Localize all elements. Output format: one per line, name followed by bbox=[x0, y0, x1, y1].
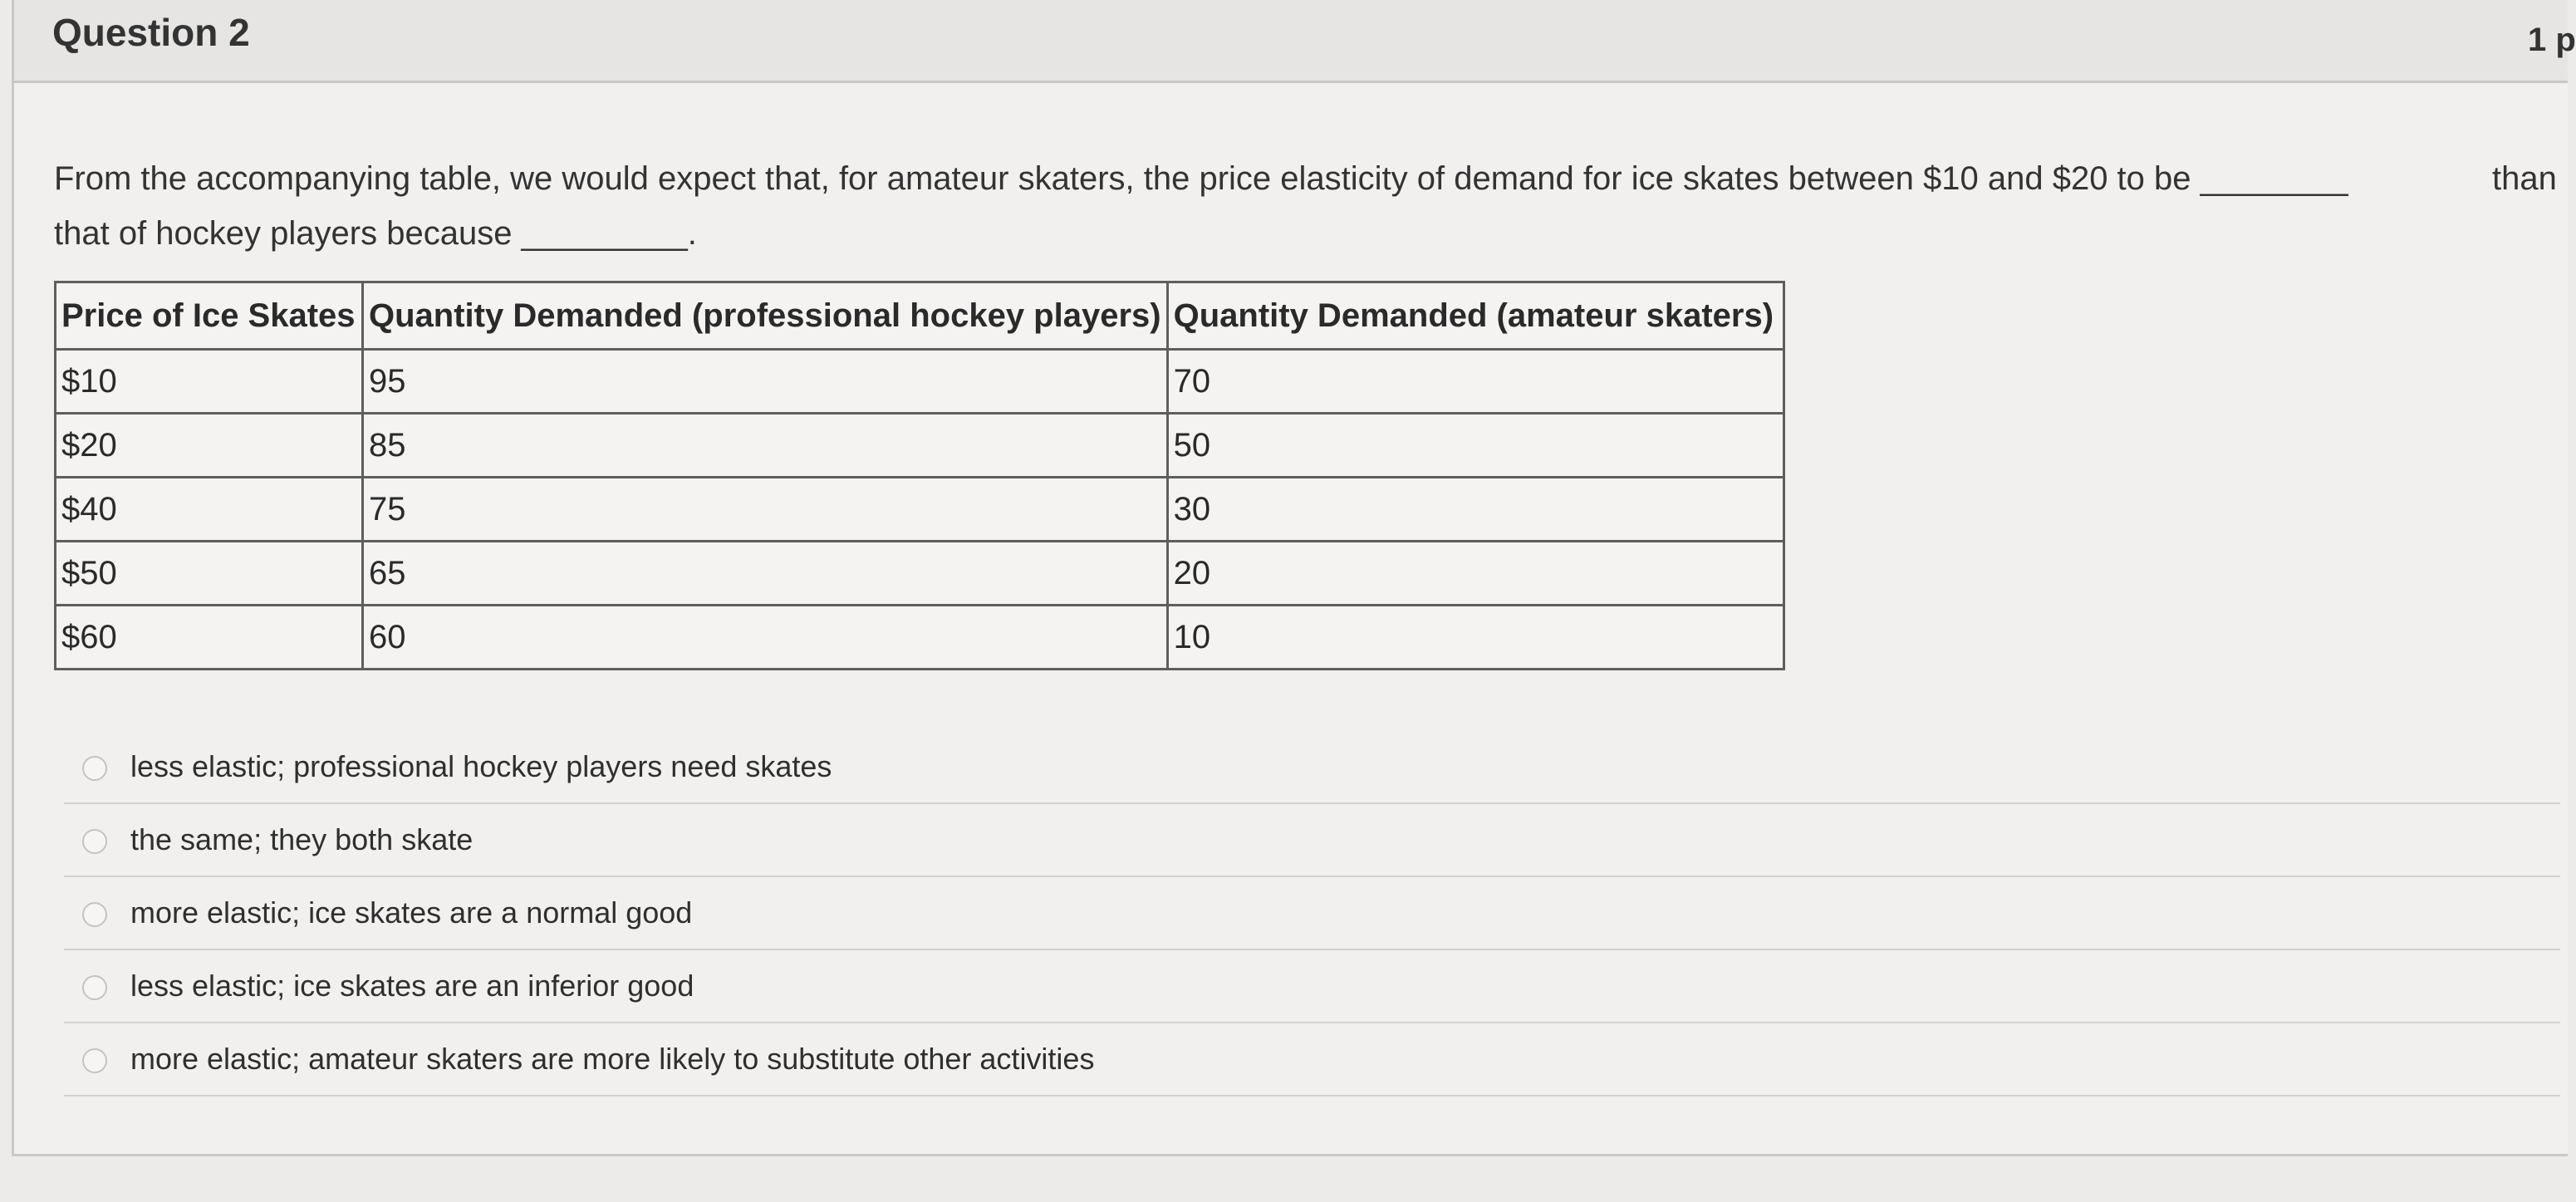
option-label[interactable]: more elastic; ice skates are a normal good bbox=[130, 895, 693, 930]
table-row bbox=[56, 414, 1784, 478]
price-cell: $20 bbox=[56, 414, 363, 478]
prompt-than: than bbox=[2492, 160, 2557, 197]
price-cell: $50 bbox=[56, 542, 363, 606]
radio-button[interactable] bbox=[82, 829, 107, 854]
prompt-line-1: From the accompanying table, we would expect that, for amateur skaters, the price elasticity of demand for ice skates between $10 and $20 to be ________ bbox=[54, 160, 2348, 197]
qty-professional-cell: 75 bbox=[363, 478, 1168, 542]
header-qty-amateur: Quantity Demanded (amateur skaters) bbox=[1167, 282, 1784, 350]
qty-professional-cell: 65 bbox=[363, 542, 1168, 606]
qty-professional-cell: 95 bbox=[363, 350, 1168, 414]
question-prompt bbox=[54, 151, 2563, 261]
question-panel bbox=[12, 0, 2576, 1156]
table-row bbox=[56, 478, 1784, 542]
table-row bbox=[56, 542, 1784, 606]
question-header bbox=[14, 0, 2576, 83]
qty-amateur-cell: 10 bbox=[1167, 606, 1784, 670]
qty-professional-cell: 85 bbox=[363, 414, 1168, 478]
table-row bbox=[56, 350, 1784, 414]
table-header-row bbox=[56, 282, 1784, 350]
price-cell: $40 bbox=[56, 478, 363, 542]
demand-table bbox=[54, 281, 1785, 670]
radio-button[interactable] bbox=[82, 975, 107, 1000]
table-row bbox=[56, 606, 1784, 670]
radio-button[interactable] bbox=[82, 756, 107, 781]
answer-option-1[interactable] bbox=[64, 731, 2560, 804]
points-label: 1 p bbox=[2528, 22, 2576, 58]
qty-amateur-cell: 20 bbox=[1167, 542, 1784, 606]
radio-button[interactable] bbox=[82, 902, 107, 927]
header-qty-professional: Quantity Demanded (professional hockey players) bbox=[363, 282, 1168, 350]
question-title: Question 2 bbox=[52, 11, 250, 54]
header-price: Price of Ice Skates bbox=[56, 282, 363, 350]
qty-amateur-cell: 30 bbox=[1167, 478, 1784, 542]
price-cell: $60 bbox=[56, 606, 363, 670]
answer-option-2[interactable] bbox=[64, 804, 2560, 877]
qty-amateur-cell: 50 bbox=[1167, 414, 1784, 478]
option-label[interactable]: less elastic; professional hockey players need skates bbox=[130, 749, 832, 783]
answer-option-3[interactable] bbox=[64, 877, 2560, 950]
price-cell: $10 bbox=[56, 350, 363, 414]
answer-option-5[interactable] bbox=[64, 1023, 2560, 1097]
radio-button[interactable] bbox=[82, 1048, 107, 1073]
qty-amateur-cell: 70 bbox=[1167, 350, 1784, 414]
prompt-line-2: that of hockey players because _________. bbox=[54, 215, 697, 252]
answer-option-4[interactable] bbox=[64, 950, 2560, 1023]
option-label[interactable]: the same; they both skate bbox=[130, 822, 473, 856]
option-label[interactable]: more elastic; amateur skaters are more likely to substitute other activities bbox=[130, 1042, 1095, 1076]
option-label[interactable]: less elastic; ice skates are an inferior good bbox=[130, 969, 694, 1003]
qty-professional-cell: 60 bbox=[363, 606, 1168, 670]
